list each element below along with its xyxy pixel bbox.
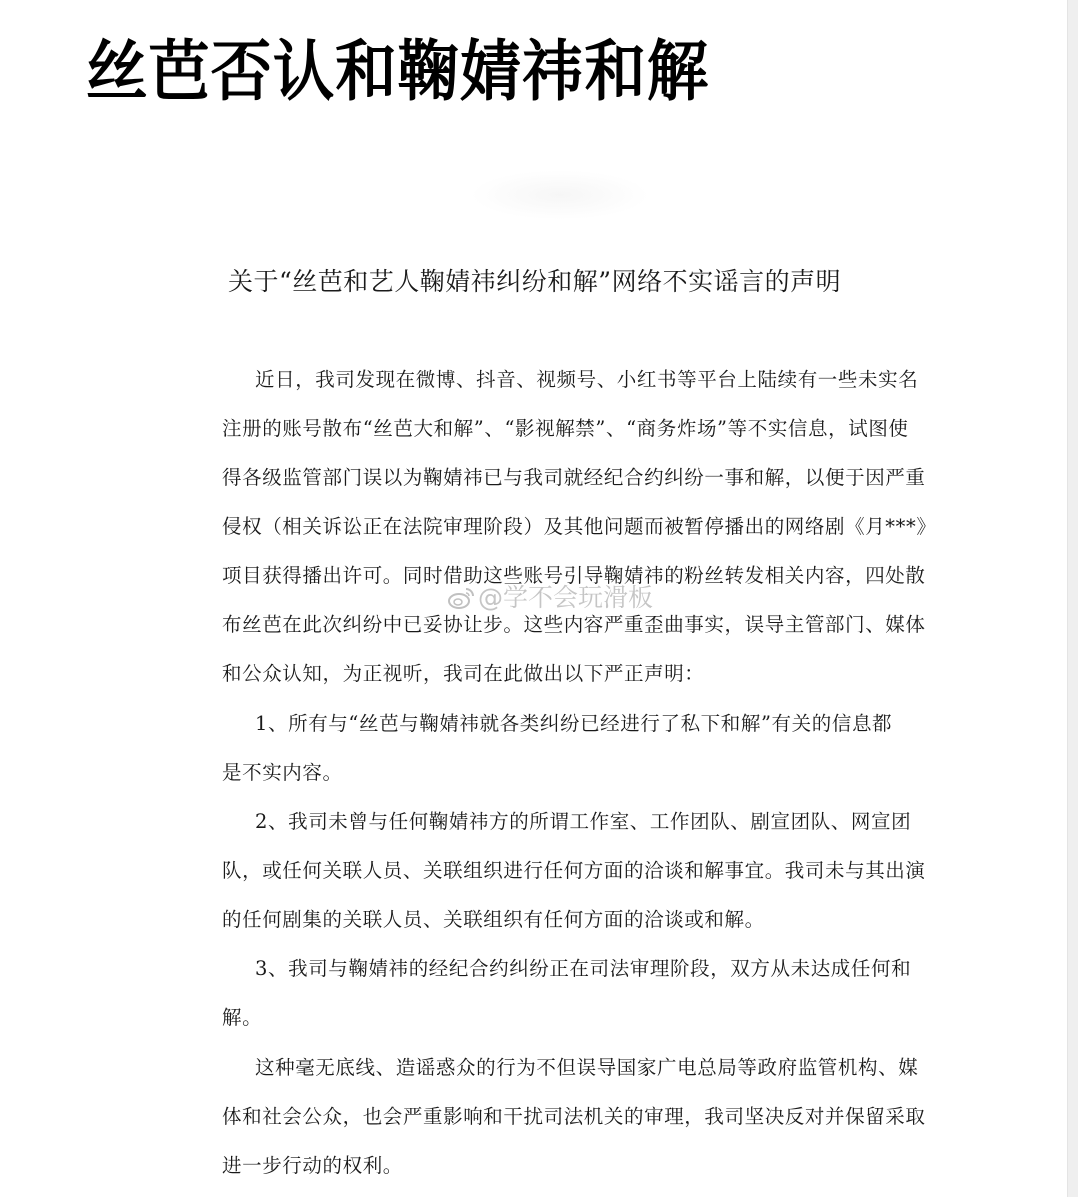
document-line: 布丝芭在此次纠纷中已妥协让步。这些内容严重歪曲事实，误导主管部门、媒体 xyxy=(222,613,926,636)
document-line: 是不实内容。 xyxy=(222,761,343,784)
document-line: 2、我司未曾与任何鞠婧祎方的所谓工作室、工作团队、剧宣团队、网宣团 xyxy=(255,810,912,833)
right-edge-strip xyxy=(1067,0,1078,1197)
document-line: 注册的账号散布“丝芭大和解”、“影视解禁”、“商务炸场”等不实信息，试图使 xyxy=(222,417,909,440)
watermark-text: @学不会玩滑板 xyxy=(478,583,654,612)
document-line: 3、我司与鞠婧祎的经纪合约纠纷正在司法审理阶段，双方从未达成任何和 xyxy=(255,957,912,980)
document-line: 体和社会公众，也会严重影响和干扰司法机关的审理，我司坚决反对并保留采取 xyxy=(222,1105,926,1128)
document-line: 进一步行动的权利。 xyxy=(222,1154,403,1177)
document-line: 1、所有与“丝芭与鞠婧祎就各类纠纷已经进行了私下和解”有关的信息都 xyxy=(255,712,893,735)
document-line: 的任何剧集的关联人员、关联组织有任何方面的洽谈或和解。 xyxy=(222,908,765,931)
weibo-icon xyxy=(448,586,476,610)
headline: 丝芭否认和鞠婧祎和解 xyxy=(86,33,710,110)
document-line: 解。 xyxy=(222,1006,263,1029)
document-title: 关于“丝芭和艺人鞠婧祎纠纷和解”网络不实谣言的声明 xyxy=(228,267,842,296)
document-line: 队，或任何关联人员、关联组织进行任何方面的洽谈和解事宜。我司未与其出演 xyxy=(222,859,926,882)
document-line: 得各级监管部门误以为鞠婧祎已与我司就经纪合约纠纷一事和解，以便于因严重 xyxy=(222,466,926,489)
watermark xyxy=(448,582,653,614)
document-line: 和公众认知，为正视听，我司在此做出以下严正声明： xyxy=(222,662,705,685)
document-line: 侵权（相关诉讼正在法院审理阶段）及其他问题而被暂停播出的网络剧《月***》 xyxy=(222,515,937,538)
document-line: 近日，我司发现在微博、抖音、视频号、小红书等平台上陆续有一些未实名 xyxy=(255,368,919,391)
scan-smudge xyxy=(470,170,650,220)
document-line: 这种毫无底线、造谣惑众的行为不但误导国家广电总局等政府监管机构、媒 xyxy=(255,1056,919,1079)
document-line: 项目获得播出许可。同时借助这些账号引导鞠婧祎的粉丝转发相关内容，四处散 xyxy=(222,564,926,587)
